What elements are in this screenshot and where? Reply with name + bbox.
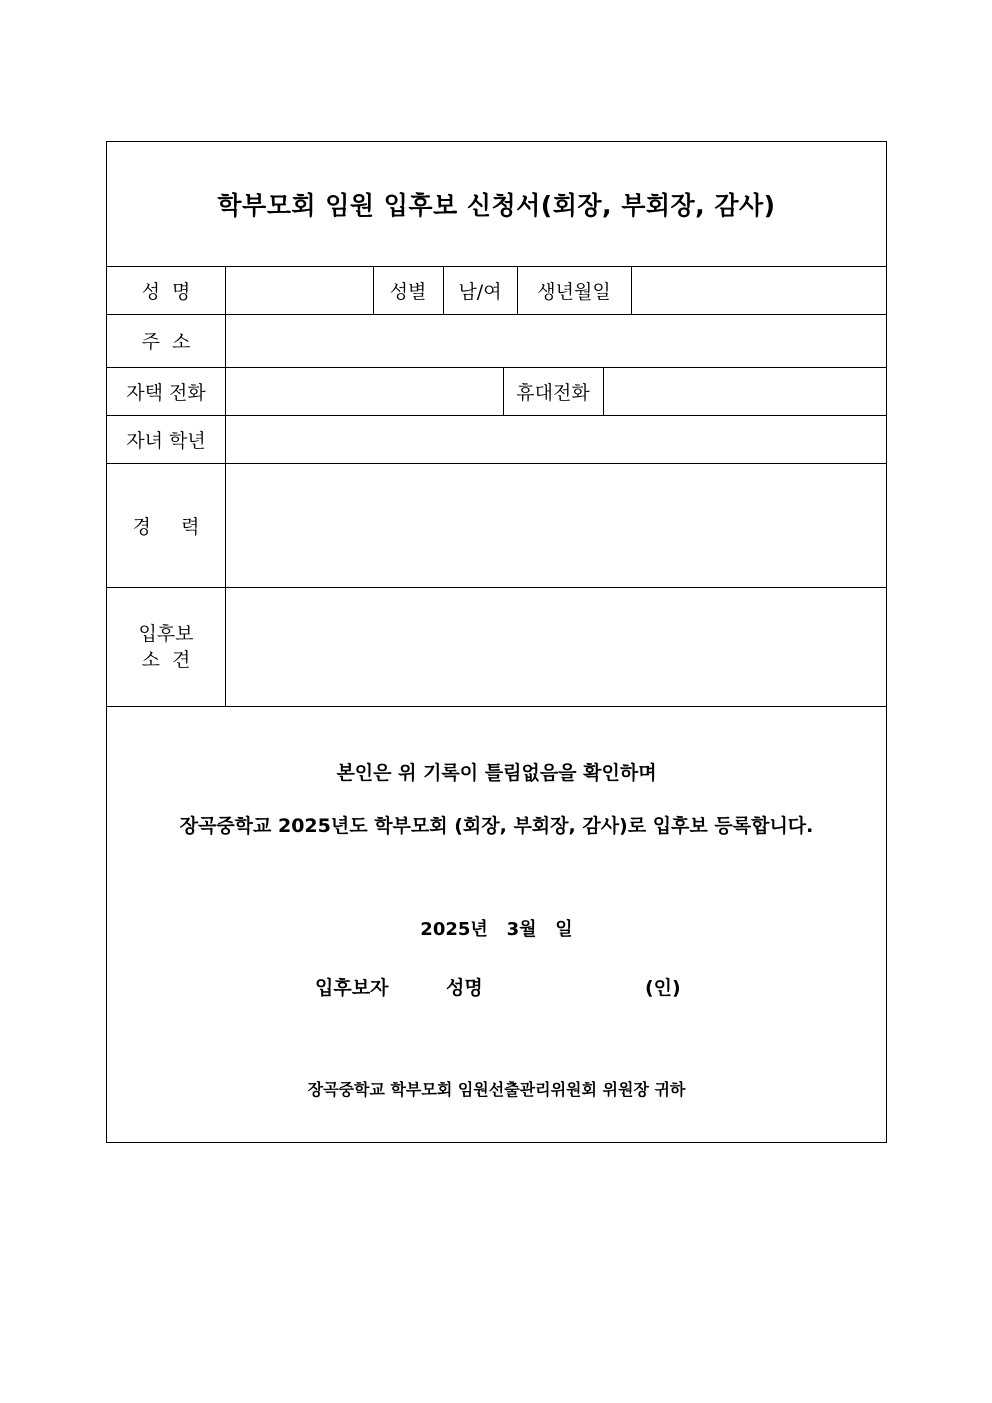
gender-label: 성별 — [389, 280, 427, 303]
birth-label: 생년월일 — [537, 280, 611, 303]
declaration-line1: 본인은 위 기록이 틀림없음을 확인하며 — [336, 762, 657, 784]
addressee: 장곡중학교 학부모회 임원선출관리위원회 위원장 귀하 — [307, 1080, 686, 1099]
home-phone-label: 자택 전화 — [126, 381, 206, 404]
home-phone-field[interactable] — [225, 367, 503, 415]
child-grade-field[interactable] — [225, 415, 886, 463]
name-field[interactable] — [225, 266, 373, 314]
child-grade-label: 자녀 학년 — [126, 429, 206, 452]
gender-value[interactable]: 남/여 — [458, 280, 502, 303]
mobile-label: 휴대전화 — [516, 381, 590, 404]
address-label: 주 소 — [141, 331, 191, 353]
opinion-label — [107, 587, 225, 706]
mobile-field[interactable] — [603, 367, 886, 415]
seal-label[interactable]: (인) — [645, 977, 681, 999]
candidate-label: 입후보자 — [315, 977, 389, 999]
address-field[interactable] — [225, 314, 886, 367]
date-line: 2025년 3월 일 — [420, 919, 573, 940]
declaration-line2: 장곡중학교 2025년도 학부모회 (회장, 부회장, 감사)로 입후보 등록합니다. — [179, 815, 814, 837]
signature-name-label: 성명 — [446, 977, 483, 999]
divider — [107, 706, 886, 707]
career-label: 경 력 — [132, 515, 200, 538]
opinion-field[interactable] — [225, 587, 886, 706]
opinion-label-line2: 소 견 — [141, 648, 191, 671]
application-form — [106, 141, 887, 1143]
name-label: 성 명 — [141, 280, 191, 303]
opinion-label-line1: 입후보 — [138, 622, 194, 645]
form-title: 학부모회 임원 입후보 신청서(회장, 부회장, 감사) — [217, 191, 776, 220]
birth-field[interactable] — [631, 266, 886, 314]
career-field[interactable] — [225, 463, 886, 587]
